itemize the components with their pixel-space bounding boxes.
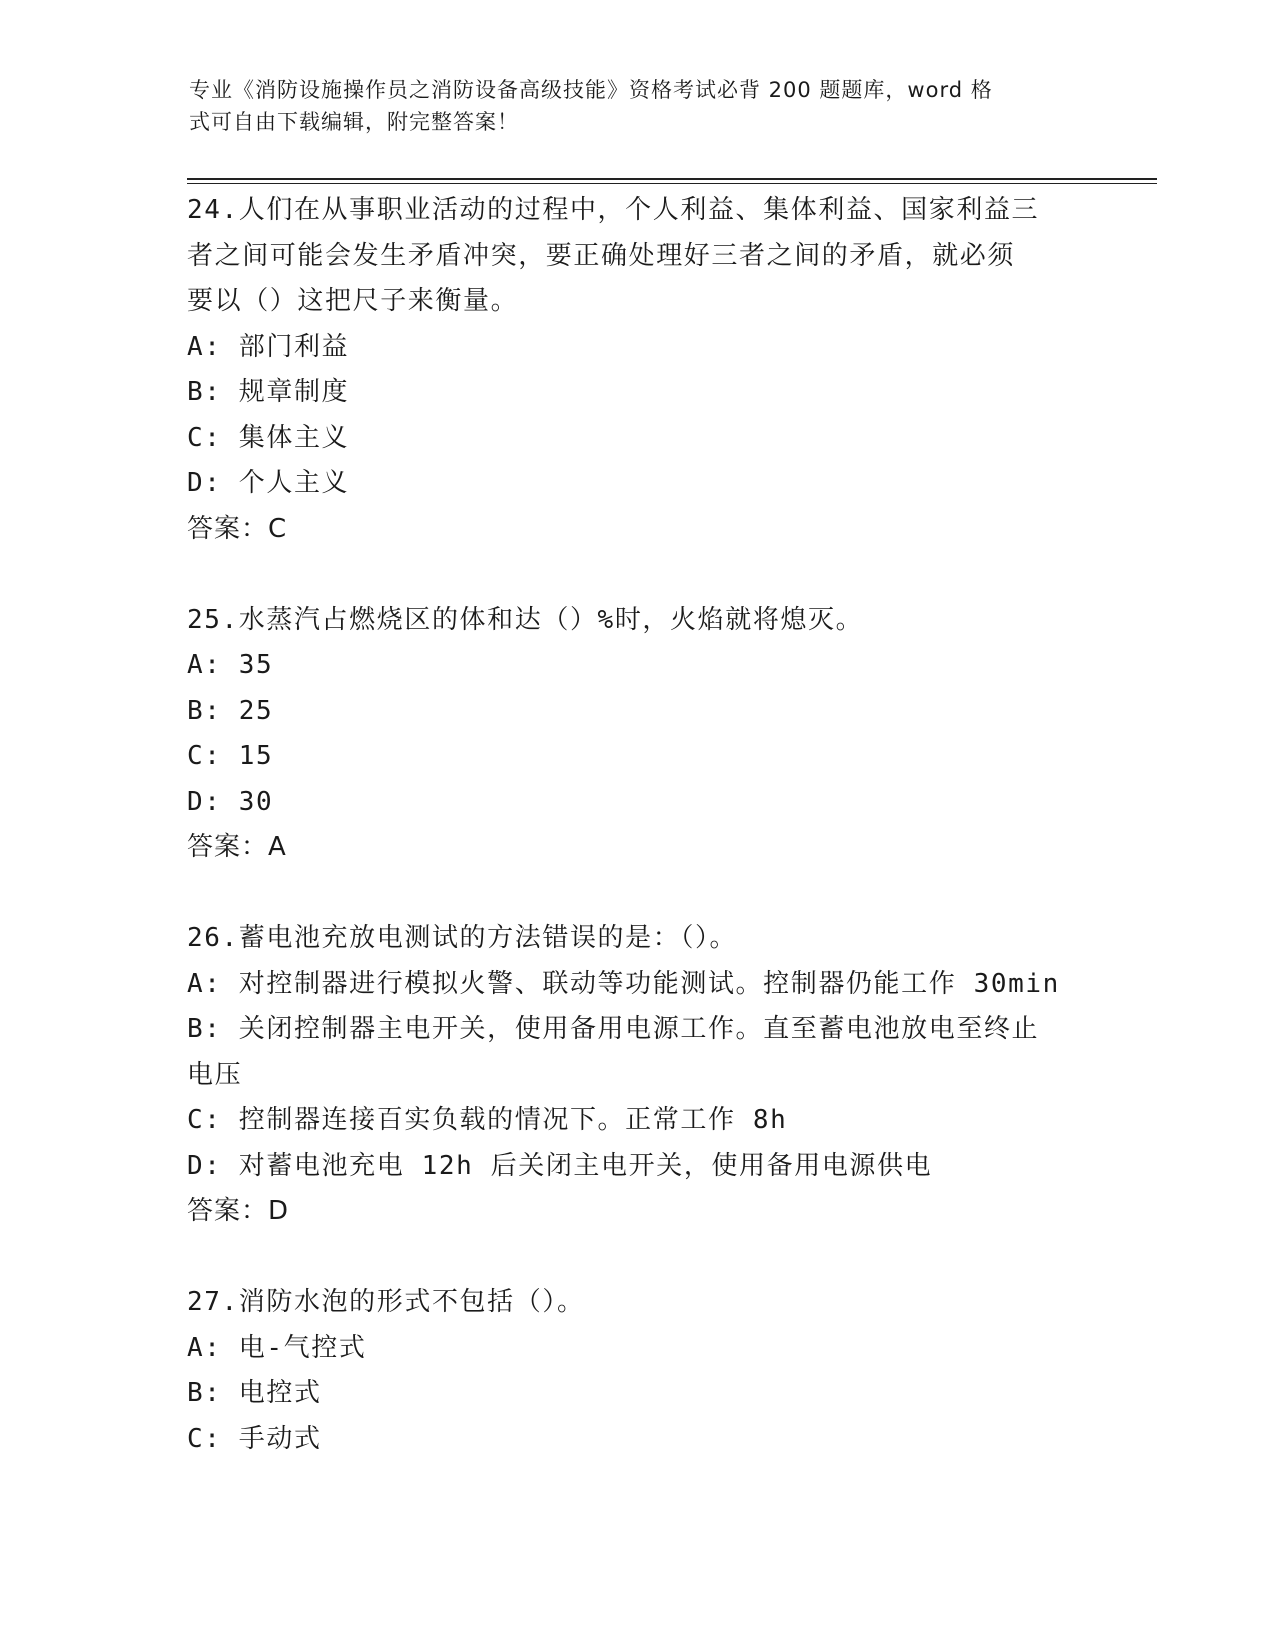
- option-b: B: 电控式: [187, 1378, 322, 1408]
- question-stem-line: 24.人们在从事职业活动的过程中，个人利益、集体利益、国家利益三: [187, 195, 1040, 225]
- option-b-continued: 电压: [187, 1059, 243, 1090]
- option-d: D: 30: [187, 786, 274, 817]
- option-a: A: 对控制器进行模拟火警、联动等功能测试。控制器仍能工作 30min: [187, 968, 1060, 999]
- option-b: B: 关闭控制器主电开关，使用备用电源工作。直至蓄电池放电至终止: [187, 1014, 1040, 1044]
- question-27: [187, 1280, 1087, 1462]
- question-24: [187, 188, 1087, 552]
- question-stem-line: 要以（）这把尺子来衡量。: [187, 286, 519, 316]
- header-divider-thick: [187, 178, 1157, 180]
- answer-label: 答案：A: [187, 832, 287, 862]
- question-list: [187, 188, 1087, 1462]
- option-c: C: 控制器连接百实负载的情况下。正常工作 8h: [187, 1105, 788, 1135]
- document-header: [189, 74, 1069, 138]
- header-line-2: 式可自由下载编辑，附完整答案！: [189, 110, 519, 134]
- option-c: C: 集体主义: [187, 422, 350, 453]
- header-line-1: 专业《消防设施操作员之消防设备高级技能》资格考试必背 200 题题库，word 格: [189, 78, 993, 102]
- question-25: [187, 598, 1087, 871]
- question-stem-line: 27.消防水泡的形式不包括（）。: [187, 1287, 585, 1317]
- option-b: B: 25: [187, 695, 274, 726]
- option-d: D: 对蓄电池充电 12h 后关闭主电开关，使用备用电源供电: [187, 1150, 933, 1181]
- answer-label: 答案：C: [187, 513, 288, 544]
- question-stem-line: 者之间可能会发生矛盾冲突，要正确处理好三者之间的矛盾，就必须: [187, 240, 1016, 271]
- header-divider-thin: [187, 183, 1157, 184]
- option-a: A: 电-气控式: [187, 1332, 367, 1363]
- option-a: A: 部门利益: [187, 331, 350, 362]
- option-b: B: 规章制度: [187, 377, 350, 407]
- option-c: C: 手动式: [187, 1423, 322, 1454]
- option-d: D: 个人主义: [187, 468, 350, 498]
- question-stem-line: 26.蓄电池充放电测试的方法错误的是：（）。: [187, 923, 738, 953]
- answer-label: 答案：D: [187, 1196, 290, 1226]
- option-c: C: 15: [187, 741, 274, 771]
- option-a: A: 35: [187, 650, 274, 680]
- question-26: [187, 916, 1087, 1235]
- question-stem-line: 25.水蒸汽占燃烧区的体和达（）%时，火焰就将熄灭。: [187, 604, 864, 635]
